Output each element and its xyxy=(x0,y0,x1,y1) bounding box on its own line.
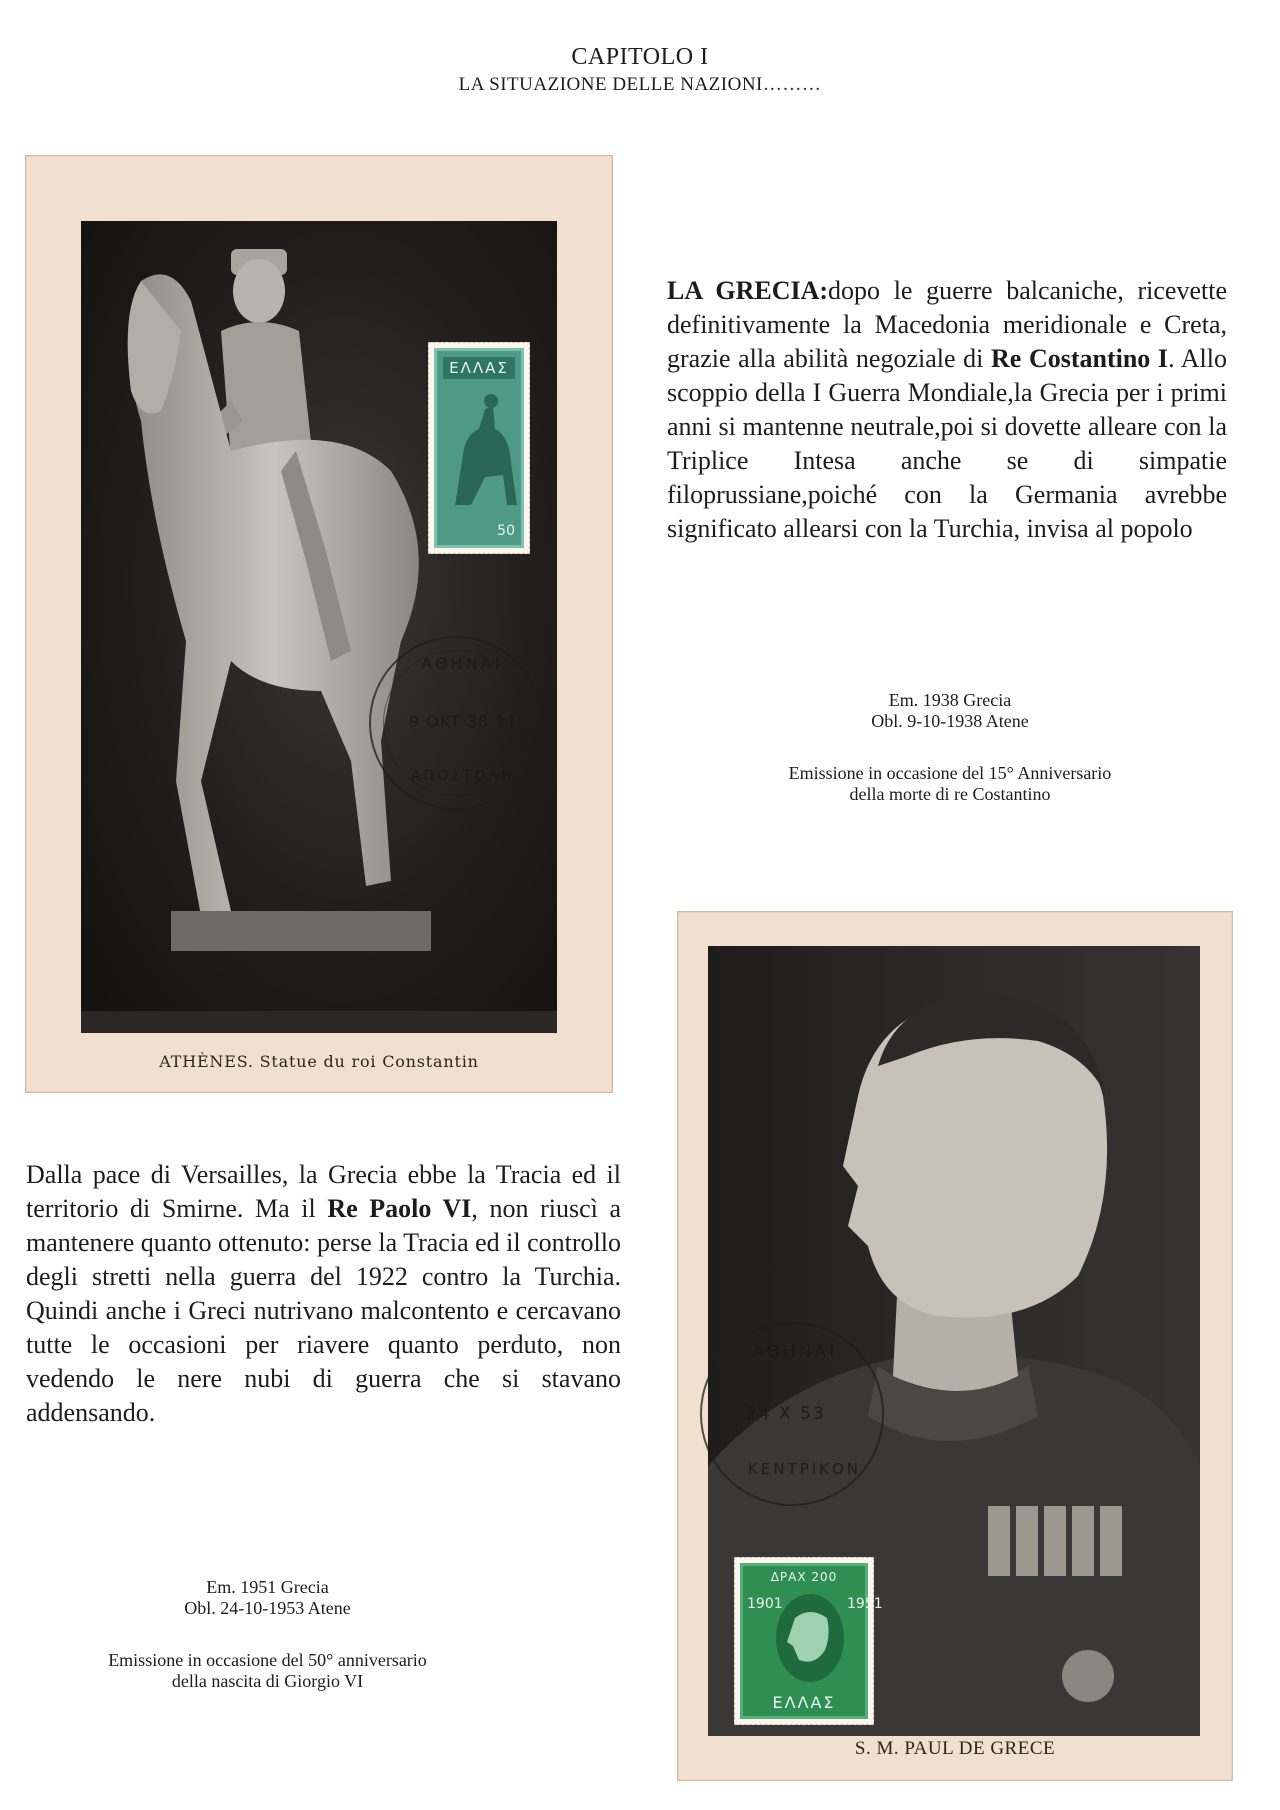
occasion-line: Emissione in occasione del 50° anniversario xyxy=(108,1650,427,1670)
issue-line: Em. 1951 Grecia xyxy=(206,1577,329,1597)
stamp-country-label: ΕΛΛΑΣ xyxy=(443,357,515,379)
postmark-office: ΚΕΝΤΡΙΚΟΝ xyxy=(748,1460,862,1478)
postmark-athens-1953 xyxy=(700,1322,884,1506)
occasion-line: della nascita di Giorgio VI xyxy=(171,1671,364,1691)
horseman-stamp-icon xyxy=(445,385,525,525)
paragraph-text: , non riuscì a mantenere quanto ottenuto: perse la Tracia ed il controllo degli stretti nella guerra del 1922 contro la Turchia. Quindi anche i Greci nutrivano malcontento e cercavano tutte le occasioni per riavere quanto perduto, non vedendo le nere nubi di guerra che si stavano addensando. xyxy=(26,1194,621,1427)
postcard-paul xyxy=(677,911,1233,1781)
postmark-athens-1938 xyxy=(369,636,543,810)
postmark-date: 9 OKT 38 11 xyxy=(409,712,518,731)
postmark-city: ΑΘΗΝΑΙ xyxy=(421,654,503,673)
stamp-value: ΔΡΑΧ 200 xyxy=(770,1570,838,1584)
king-name: Re Costantino I xyxy=(991,344,1169,373)
postmark-city: ΑΘΗΝΑΙ xyxy=(752,1342,838,1362)
postmark-date: 24 X 53 xyxy=(746,1404,826,1424)
stamp-country-label: ΕΛΛΑΣ xyxy=(772,1693,836,1712)
postcard-constantine xyxy=(25,155,613,1093)
stamp-1951 xyxy=(734,1557,883,1725)
postmark-office: ΑΠΟΣΤΟΛΗ xyxy=(411,768,515,784)
card-caption: S. M. PAUL DE GRECE xyxy=(854,1738,1056,1759)
paragraph-text: . Allo scoppio della I Guerra Mondiale,la Grecia per i primi anni si mantenne neutrale,poi si dovette alleare con la Triplice Intesa anche se di simpatie filoprussiane,poiché con la Germania avrebbe significato allearsi con la Turchia, invisa al popolo xyxy=(667,344,1227,543)
stamp-1938 xyxy=(428,342,530,554)
cancel-line: Obl. 9-10-1938 Atene xyxy=(871,711,1029,731)
paragraph-text: dopo le guerre balcaniche, ricevette definitivamente la Macedonia meridionale e Creta, grazie alla abilità negoziale di xyxy=(667,276,1228,373)
paragraph-greece xyxy=(667,274,1227,546)
stamp-year-left: 1901 xyxy=(747,1596,783,1612)
king-name: Re Paolo VI xyxy=(327,1194,472,1223)
paragraph-text: Dalla pace di Versailles, la Grecia ebbe la Tracia ed il territorio di Smirne. Ma il xyxy=(26,1160,621,1223)
occasion-line: Emissione in occasione del 15° Anniversario xyxy=(788,763,1112,783)
paragraph-versailles xyxy=(26,1158,621,1430)
card-caption: ATHÈNES. Statue du roi Constantin xyxy=(159,1052,479,1071)
stamp-value: 50 xyxy=(497,523,515,539)
cancel-line: Obl. 24-10-1953 Atene xyxy=(184,1598,351,1618)
issue-line: Em. 1938 Grecia xyxy=(888,690,1012,710)
chapter-title: CAPITOLO I xyxy=(571,44,709,70)
chapter-subtitle: LA SITUAZIONE DELLE NAZIONI……… xyxy=(458,74,822,95)
occasion-line: della morte di re Costantino xyxy=(849,784,1051,804)
stamp-year-right: 1951 xyxy=(847,1596,883,1612)
lead-greece: LA GRECIA: xyxy=(667,276,829,305)
king-profile-stamp-icon xyxy=(765,1588,855,1688)
